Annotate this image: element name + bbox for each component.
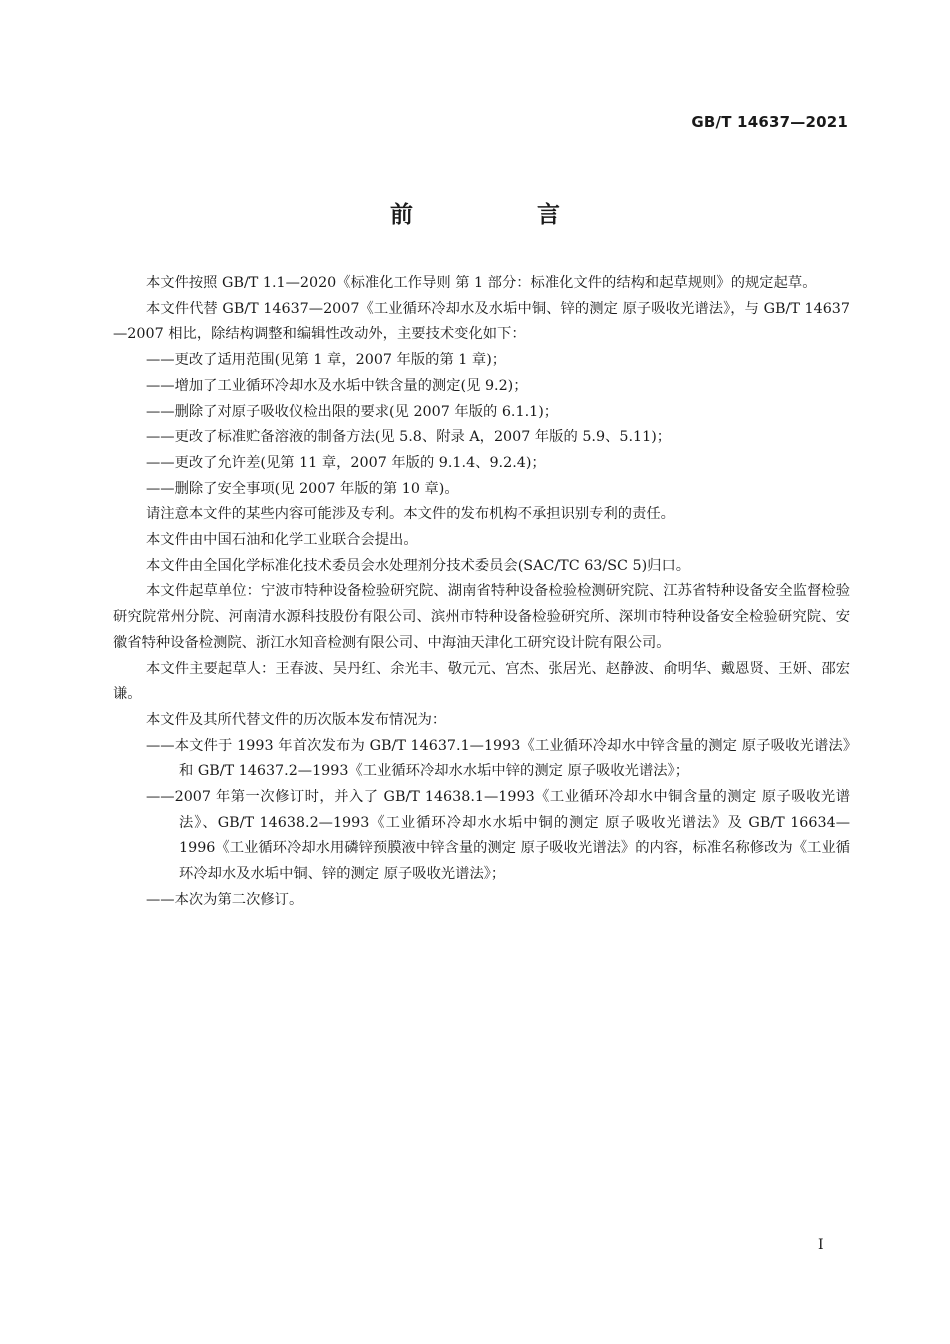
list-item-change: ——更改了允许差(见第 11 章，2007 年版的 9.1.4、9.2.4)；: [146, 454, 546, 471]
paragraph-replaces: 本文件代替 GB/T 14637—2007《工业循环冷却水及水垢中铜、锌的测定 原子吸收光谱法》，与 GB/T 14637—2007 相比，除结构调整和编辑性改动外，主要技术变化如下：: [113, 300, 850, 343]
list-item-history: ——本次为第二次修订。: [146, 891, 304, 908]
paragraph-under-jurisdiction: 本文件由全国化学标准化技术委员会水处理剂分技术委员会(SAC/TC 63/SC 5)归口。: [146, 557, 691, 574]
page-title: 前 言: [389, 202, 618, 228]
list-item-history: ——2007 年第一次修订时，并入了 GB/T 14638.1—1993《工业循环冷却水中铜含量的测定 原子吸收光谱法》、GB/T 14638.2—1993《工业循环冷却水水垢中铜的测定 原子吸收光谱法》及 GB/T 16634—1996《工业循环冷却水用磷锌预膜液中锌含量的测定 原子吸收光谱法》的内容，标准名称修改为《工业循环冷却水及水垢中铜、锌的测定 原子吸收光谱法》；: [146, 789, 850, 883]
paragraph-drafting-rules: 本文件按照 GB/T 1.1—2020《标准化工作导则 第 1 部分：标准化文件的结构和起草规则》的规定起草。: [146, 275, 817, 291]
paragraph-drafters: 本文件主要起草人：王春波、吴丹红、余光丰、敬元元、宫杰、张居光、赵静波、俞明华、戴恩贤、王妍、邵宏谦。: [113, 660, 850, 703]
paragraph-proposed-by: 本文件由中国石油和化学工业联合会提出。: [146, 532, 418, 549]
list-item-history: ——本文件于 1993 年首次发布为 GB/T 14637.1—1993《工业循环冷却水中锌含量的测定 原子吸收光谱法》和 GB/T 14637.2—1993《工业循环冷却水水垢中锌的测定 原子吸收光谱法》；: [146, 737, 850, 780]
paragraph-drafting-units: 本文件起草单位：宁波市特种设备检验研究院、湖南省特种设备检验检测研究院、江苏省特种设备安全监督检验研究院常州分院、河南清水源科技股份有限公司、滨州市特种设备检验研究所、深圳市特种设备安全检验研究院、安徽省特种设备检测院、浙江水知音检测有限公司、中海油天津化工研究设计院有限公司。: [113, 583, 850, 651]
paragraph-patent-notice: 请注意本文件的某些内容可能涉及专利。本文件的发布机构不承担识别专利的责任。: [146, 506, 675, 523]
foreword-body: [113, 271, 850, 914]
list-item-change: ——删除了对原子吸收仪检出限的要求(见 2007 年版的 6.1.1)；: [146, 403, 559, 420]
list-item-change: ——更改了适用范围(见第 1 章，2007 年版的第 1 章)；: [146, 352, 507, 369]
list-item-change: ——删除了安全事项(见 2007 年版的第 10 章)。: [146, 480, 459, 497]
list-item-change: ——增加了工业循环冷却水及水垢中铁含量的测定(见 9.2)；: [146, 377, 528, 394]
page-number: I: [818, 1237, 824, 1253]
standard-number: GB/T 14637—2021: [691, 113, 848, 131]
list-item-change: ——更改了标准贮备溶液的制备方法(见 5.8、附录 A，2007 年版的 5.9、5.11)；: [146, 429, 672, 446]
paragraph-history-intro: 本文件及其所代替文件的历次版本发布情况为：: [146, 711, 447, 728]
